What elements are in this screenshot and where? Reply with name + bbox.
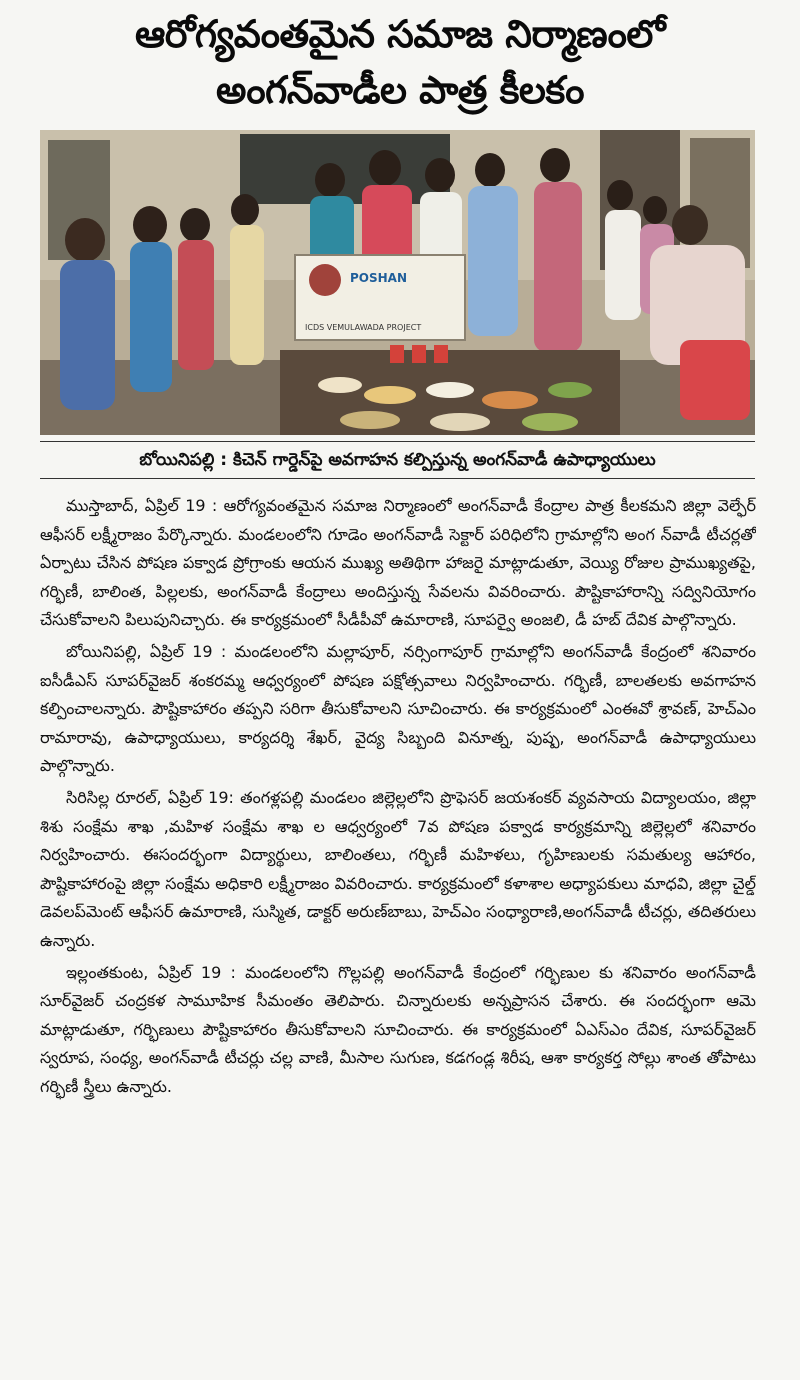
article-body bbox=[40, 492, 756, 1376]
article-paragraph: బోయినిపల్లి, ఏప్రిల్ 19 : మండలంలోని మల్లాపూర్, నర్సింగాపూర్ గ్రామాల్లోని అంగన్‌వాడీ కేంద్రంలో శనివారం ఐసీడీఎస్ సూపర్‌వైజర్ శంకరమ్మ ఆధ్వర్యంలో పోషణ పక్షోత్సవాలు నిర్వహించారు. గర్భిణీ, బాలతలకు అవగాహన కల్పించాలన్నారు. పౌష్టికాహారం తప్పని సరిగా తీసుకోవాలని సూచించారు. ఈ కార్యక్రమంలో ఎంఈవో శ్రావణ్, హెచ్‌ఎం రామారావు, ఉపాధ్యాయులు, కార్యదర్శి శేఖర్, వైద్య సిబ్బంది వినూత్న, పుష్ప, అంగన్‌వాడీ ఉపాధ్యాయులు పాల్గొన్నారు. bbox=[40, 641, 756, 776]
article-paragraph: ఇల్లంతకుంట, ఏప్రిల్ 19 : మండలంలోని గొల్లపల్లి అంగన్‌వాడీ కేంద్రంలో గర్భిణుల కు శనివారం అంగన్‌వాడీ సూర్‌వైజర్ చంద్రకళ సామూహిక సీమంతం తెలిపారు. చిన్నారులకు అన్నప్రాసన చేశారు. ఈ సందర్భంగా ఆమె మాట్లాడుతూ, గర్భిణులు పౌష్టికాహారం తీసుకోవాలని సూచించారు. ఈ కార్యక్రమంలో ఏఎస్‌ఎం దేవిక, సూపర్‌వైజర్ స్వరూప, సంధ్య, అంగన్‌వాడీ టీచర్లు చల్ల వాణి, మీసాల సుగుణ, కడగండ్ల శిరీష, ఆశా కార్యకర్త సోల్లు శాంత తోపాటు గర్భిణీ స్త్రీలు ఉన్నారు. bbox=[40, 962, 756, 1096]
photo-illustration bbox=[40, 130, 755, 435]
headline-line-1: ఆరోగ్యవంతమైన సమాజ నిర్మాణంలో bbox=[135, 12, 665, 56]
blackboard bbox=[240, 134, 450, 204]
banner-subtitle: ICDS VEMULAWADA PROJECT bbox=[305, 323, 422, 332]
article-paragraph: సిరిసిల్ల రూరల్, ఏప్రిల్ 19: తంగళ్లపల్లి మండలం జిల్లెల్లలోని ప్రొఫెసర్ జయశంకర్ వ్యవసాయ విద్యాలయం, జిల్లా శిశు సంక్షేమ శాఖ ,మహిళ సంక్షేమ శాఖ ల ఆధ్వర్యంలో 7వ పోషణ పక్వాడ కార్యక్రమాన్ని జిల్లెల్లలో శనివారం నిర్వహించారు. ఈసందర్భంగా విద్యార్థులు, బాలింతలు, గర్భిణీ మహిళలు, గృహిణులకు సమతుల్య ఆహారం, పౌష్టికాహారంపై జిల్లా సంక్షేమ అధికారి లక్ష్మీరాజం వివరించారు. కార్యక్రమంలో కళాశాల అధ్యాపకులు మాధవి, జిల్లా చైల్డ్ డెవలప్‌మెంట్ ఆఫీసర్ ఉమారాణి, సుస్మిత, డాక్టర్ అరుణ్‌బాబు, హెచ్‌ఎం సంధ్యారాణి,అంగన్‌వాడీ టీచర్లు, తదితరులు ఉన్నారు. bbox=[40, 787, 756, 950]
headline-line-2: అంగన్‌వాడీల పాత్ర కీలకం bbox=[216, 68, 584, 112]
photo-caption: బోయినిపల్లి : కిచెన్ గార్డెన్‌పై అవగాహన కల్పిస్తున్న అంగన్‌వాడీ ఉపాధ్యాయులు bbox=[139, 450, 656, 470]
caption-top-rule bbox=[40, 441, 755, 442]
poshan-banner bbox=[295, 255, 465, 340]
headline bbox=[0, 6, 800, 118]
caption-bottom-rule bbox=[40, 478, 755, 479]
banner-title: POSHAN bbox=[350, 271, 408, 285]
news-photo bbox=[40, 130, 755, 435]
article-paragraph: ముస్తాబాద్, ఏప్రిల్ 19 : ఆరోగ్యవంతమైన సమాజ నిర్మాణంలో అంగన్‌వాడీ కేంద్రాల పాత్ర కీలకమని జిల్లా వెల్ఫేర్ ఆఫీసర్ లక్ష్మీరాజం పేర్కొన్నారు. మండలంలోని గూడెం అంగన్‌వాడీ సెక్టార్ పరిధిలోని గ్రామాల్లోని అంగ న్‌వాడీ టీచర్లతో ఏర్పాటు చేసిన పోషణ పక్వాడ ప్రోగ్రాంకు ఆయన ముఖ్య అతిథిగా హాజరై మాట్లాడుతూ, వెయ్యి రోజుల ప్రాముఖ్యతపై, గర్భిణీ, బాలింత, పిల్లలకు, అంగన్‌వాడీ కేంద్రాలు అందిస్తున్న సేవలను వివరించారు. పౌష్టికాహారాన్ని సద్వినియోగం చేసుకోవాలని పిలుపునిచ్చారు. ఈ కార్యక్రమంలో సీడీపీవో ఉమారాణి, సూపర్వై అంజలి, డీ హబ్ దేవిక పాల్గొన్నారు. bbox=[40, 496, 756, 630]
